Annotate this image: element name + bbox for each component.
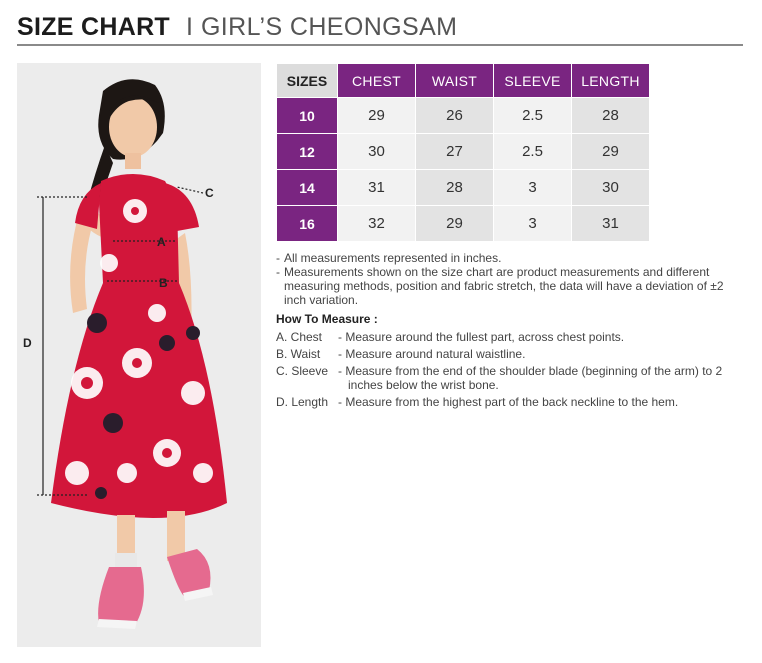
- how-to-measure-section: [276, 312, 746, 412]
- table-row: [277, 134, 649, 169]
- header-sizes: SIZES: [277, 64, 337, 97]
- page-title: SIZE CHART: [17, 13, 170, 41]
- sleeve-cell: 2.5: [494, 134, 571, 169]
- girl-in-dress-illustration: [17, 63, 261, 647]
- how-to-measure-title: How To Measure :: [276, 312, 378, 326]
- measure-item-waist: [276, 347, 746, 361]
- length-cell: 28: [572, 98, 649, 133]
- waist-cell: 29: [416, 206, 493, 241]
- measure-description: - Measure around natural waistline.: [338, 347, 526, 361]
- measure-description: - Measure from the end of the shoulder blade (beginning of the arm) to 2 inches below the wrist bone.: [338, 364, 723, 392]
- size-cell: 16: [277, 206, 337, 241]
- size-cell: 14: [277, 170, 337, 205]
- waist-cell: 27: [416, 134, 493, 169]
- chest-cell: 32: [338, 206, 415, 241]
- length-cell: 29: [572, 134, 649, 169]
- chest-cell: 29: [338, 98, 415, 133]
- note-item: - Measurements shown on the size chart are product measurements and different measuring methods, position and fabric stretch, the data will have a deviation of ±2 inch variation.: [276, 265, 746, 307]
- header-length: LENGTH: [572, 64, 649, 97]
- measure-description: - Measure from the highest part of the back neckline to the hem.: [338, 395, 679, 409]
- length-cell: 30: [572, 170, 649, 205]
- size-chart-table: [276, 63, 650, 242]
- measure-description: - Measure around the fullest part, across chest points.: [338, 330, 625, 344]
- sleeve-cell: 3: [494, 206, 571, 241]
- measure-item-sleeve: [276, 364, 746, 392]
- page-subtitle: GIRL’S CHEONGSAM: [200, 13, 458, 41]
- table-row: [277, 170, 649, 205]
- size-cell: 12: [277, 134, 337, 169]
- waist-cell: 28: [416, 170, 493, 205]
- note-text: All measurements represented in inches.: [284, 251, 502, 265]
- page-header: [17, 12, 743, 46]
- header-sleeve: SLEEVE: [494, 64, 571, 97]
- length-cell: 31: [572, 206, 649, 241]
- measure-label: D. Length: [276, 395, 329, 409]
- waist-cell: 26: [416, 98, 493, 133]
- measure-label: A. Chest: [276, 330, 323, 344]
- header-chest: CHEST: [338, 64, 415, 97]
- measurement-notes: [276, 251, 746, 307]
- size-cell: 10: [277, 98, 337, 133]
- label-chest-marker: A: [157, 235, 166, 249]
- measure-label: B. Waist: [276, 347, 321, 361]
- measure-item-chest: [276, 330, 746, 344]
- chest-cell: 31: [338, 170, 415, 205]
- product-photo: [17, 63, 261, 647]
- label-length-marker: D: [23, 336, 32, 350]
- chest-cell: 30: [338, 134, 415, 169]
- note-text: Measurements shown on the size chart are product measurements and different measuring methods, position and fabric stretch, the data will have a deviation of ±2 inch variation.: [284, 265, 724, 307]
- measure-item-length: [276, 395, 746, 409]
- measure-label: C. Sleeve: [276, 364, 329, 378]
- table-row: [277, 206, 649, 241]
- header-waist: WAIST: [416, 64, 493, 97]
- table-row: [277, 98, 649, 133]
- note-item: - All measurements represented in inches.: [276, 251, 746, 265]
- sleeve-cell: 2.5: [494, 98, 571, 133]
- sleeve-cell: 3: [494, 170, 571, 205]
- table-header-row: [277, 64, 649, 97]
- title-separator: I: [186, 13, 193, 41]
- label-waist-marker: B: [159, 276, 168, 290]
- label-sleeve-marker: C: [205, 186, 214, 200]
